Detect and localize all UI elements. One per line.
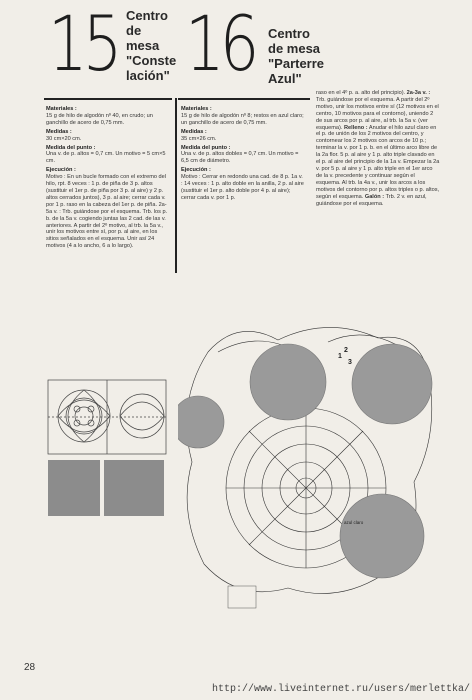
rows-text: Trb. guiándose por el esquema. A partir del 2º motivo, unir los motivos entre sí (12 motivos en el centro, 10 motivos para el contorno), uniendo 2 de sus arcos por p. al aire, al trb. la 5a v. (ver esquema). — [316, 96, 439, 131]
materials-heading: Materiales : — [181, 106, 212, 112]
execution-text: Motivo : En un bucle formado con el extremo del hilo, rpt. 8 veces : 1 p. de piña de 3 p. altos (sustituir el 1er p. de piña por 3 p. al aire) y 2 p. altos cerrados juntos), 3 p. al aire; cerrar cada v. por 1 p. raso en la cabeza del 1er p. de piña. 2a-5a v. : Trb. guiándose por el esquema. Trb. los p. b. de la 5a v. cogiendo juntas las 2 cad. de las v. anteriores. A partir del 2º motivo, al trb. la 5a v., unir los motivos entre sí, por p. al aire, en los sitios señalados en el esquema. Unir así 24 motivos (4 a lo ancho, 6 a lo largo). — [46, 174, 168, 250]
gauge-heading: Medida del punto : — [181, 144, 231, 151]
pattern-16-number: 16 — [185, 0, 255, 88]
pattern-16-chart — [178, 312, 440, 612]
pattern-16-instructions — [181, 106, 305, 204]
title-line: de mesa — [268, 41, 321, 56]
continued-text: raso en el 4º p. a. alto del principio). — [316, 90, 406, 96]
execution-text: Motivo : Cerrar en redondo una cad. de 8 p. 1a v. : 14 veces : 1 p. alto doble en la anilla, 2 p. al aire (sustituir el 1er p. alto doble por 4 p. al aire); cerrar cada v. por 1 p. — [181, 174, 304, 201]
footer-url: http://www.liveinternet.ru/users/merlettka/ — [212, 684, 471, 695]
header-rule-left — [44, 98, 172, 100]
chart-label-3: 3 — [348, 359, 352, 366]
title-line: de — [126, 23, 142, 38]
chart-label-1: 1 — [338, 353, 342, 360]
materials-text: 15 g de hilo de algodón nº 40, en crudo; un ganchillo de acero de 0,75 mm. — [46, 112, 153, 126]
pattern-15-chart — [44, 374, 176, 522]
materials-text: 15 g de hilo de algodón nº 8; restos en azul claro; un ganchillo de acero de 0,75 mm. — [181, 112, 304, 126]
pattern-15-instructions — [46, 106, 170, 252]
materials-heading: Materiales : — [46, 106, 77, 112]
measures-heading: Medidas : — [46, 128, 72, 135]
rows-heading: 2a-3a v. : — [406, 90, 431, 96]
execution-heading: Ejecución : — [46, 167, 76, 174]
header-rule-right — [178, 98, 310, 100]
filling-heading: Relleno : — [344, 124, 368, 131]
filling-text: Anudar el hilo azul claro en el p. de unión de los 2 motivos del centro, y contornear los 2 motivos con arcos de 10 p.; terminar la v. por 1 p. b. en el último arco libre de la 2a flor. 5 p. al aire y 1 p. alto triple clavado en el p. al aire del principio de la 1a v. Empezar la 2a v. por 5 p. al aire y 1 p. alto triple en el 1er arco de la v. precedente y continuar según el esquema. Al trb. la 4a v., unir los arcos a los motivos del contorno por p. altos triples o p. altos, según el esquema. — [316, 124, 440, 200]
title-line: "Parterre — [268, 56, 325, 71]
measures-heading: Medidas : — [181, 128, 207, 135]
title-line: Centro — [268, 26, 310, 41]
title-line: Centro — [126, 8, 168, 23]
edging-heading: Galón : — [364, 193, 385, 200]
title-line: Azul" — [268, 71, 302, 86]
chart-label-azul: azul claro — [344, 520, 364, 525]
edging-text: Trb. 2 v. en azul, guiándose por el esquema. — [316, 193, 427, 207]
gauge-text: Una v. de p. altos dobles = 0,7 cm. Un motivo = 6,5 cm de diámetro. — [181, 151, 299, 165]
chart-label-2: 2 — [344, 347, 348, 354]
title-line: mesa — [126, 38, 160, 53]
execution-heading: Ejecución : — [181, 167, 211, 174]
gauge-heading: Medida del punto : — [46, 144, 96, 151]
pattern-15-title — [126, 8, 176, 83]
measures-text: 35 cm×26 cm. — [181, 135, 217, 142]
column-divider — [175, 98, 177, 273]
title-line: lación" — [126, 68, 170, 83]
page-number: 28 — [24, 662, 36, 673]
pattern-16-instructions-continued — [316, 90, 440, 207]
pattern-15-number: 15 — [48, 0, 118, 88]
title-line: "Conste — [126, 53, 177, 68]
measures-text: 30 cm×20 cm. — [46, 135, 82, 142]
gauge-text: Una v. de p. altos = 0,7 cm. Un motivo = 5 cm×5 cm. — [46, 151, 166, 165]
pattern-16-title — [268, 26, 324, 86]
